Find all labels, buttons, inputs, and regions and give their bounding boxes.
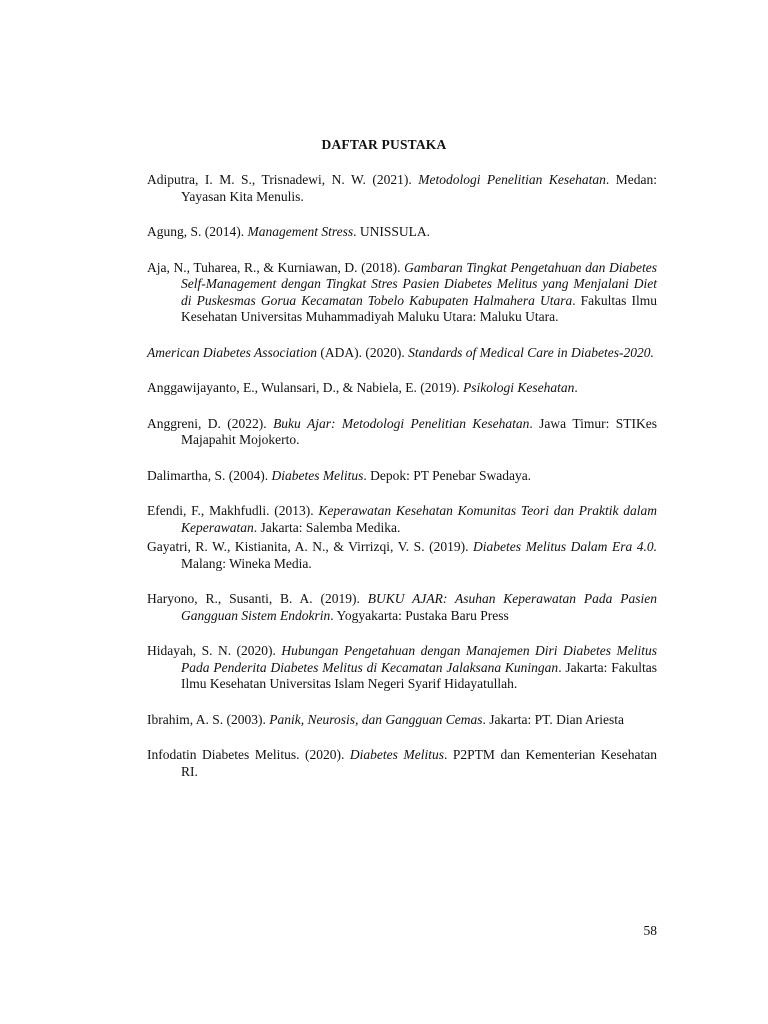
reference-entry: Agung, S. (2014). Management Stress. UNISSULA. (147, 224, 430, 239)
reference-entry: American Diabetes Association (ADA). (2020). Standards of Medical Care in Diabetes-2020. (147, 344, 654, 360)
reference-entry: Aja, N., Tuharea, R., & Kurniawan, D. (2018). Gambaran Tingkat Pengetahuan dan Diabetes Self-Management dengan Tingkat Stres Pasien Diabetes Melitus yang Menjalani Diet di Puskesmas Gorua Kecamatan Tobelo Kabupaten Halmahera Utara. Fakultas Ilmu Kesehatan Universitas Muhammadiyah Maluku Utara: Maluku Utara. (147, 259, 657, 324)
reference-entry: Adiputra, I. M. S., Trisnadewi, N. W. (2021). Metodologi Penelitian Kesehatan. Medan: Yayasan Kita Menulis. (147, 172, 657, 204)
reference-entry: Hidayah, S. N. (2020). Hubungan Pengetahuan dengan Manajemen Diri Diabetes Melitus Pada Penderita Diabetes Melitus di Kecamatan Jalaksana Kuningan. Jakarta: Fakultas Ilmu Kesehatan Universitas Islam Negeri Syarif Hidayatullah. (147, 643, 657, 691)
page-number: 58 (643, 923, 657, 938)
page-title: DAFTAR PUSTAKA (321, 137, 447, 152)
reference-entry: Anggreni, D. (2022). Buku Ajar: Metodologi Penelitian Kesehatan. Jawa Timur: STIKes Majapahit Mojokerto. (147, 415, 657, 447)
reference-entry: Dalimartha, S. (2004). Diabetes Melitus. Depok: PT Penebar Swadaya. (147, 467, 532, 483)
reference-entry: Gayatri, R. W., Kistianita, A. N., & Virrizqi, V. S. (2019). Diabetes Melitus Dalam Era 4.0. Malang: Wineka Media. (147, 539, 657, 571)
reference-entry: Infodatin Diabetes Melitus. (2020). Diabetes Melitus. P2PTM dan Kementerian Kesehatan RI. (147, 747, 657, 779)
reference-entry: Ibrahim, A. S. (2003). Panik, Neurosis, dan Gangguan Cemas. Jakarta: PT. Dian Ariesta (147, 711, 624, 727)
reference-list (147, 172, 657, 799)
reference-entry: Efendi, F., Makhfudli. (2013). Keperawatan Kesehatan Komunitas Teori dan Praktik dalam Keperawatan. Jakarta: Salemba Medika. (147, 503, 657, 535)
reference-entry: Haryono, R., Susanti, B. A. (2019). BUKU AJAR: Asuhan Keperawatan Pada Pasien Gangguan Sistem Endokrin. Yogyakarta: Pustaka Baru Press (147, 591, 657, 623)
reference-entry: Anggawijayanto, E., Wulansari, D., & Nabiela, E. (2019). Psikologi Kesehatan. (147, 380, 578, 395)
